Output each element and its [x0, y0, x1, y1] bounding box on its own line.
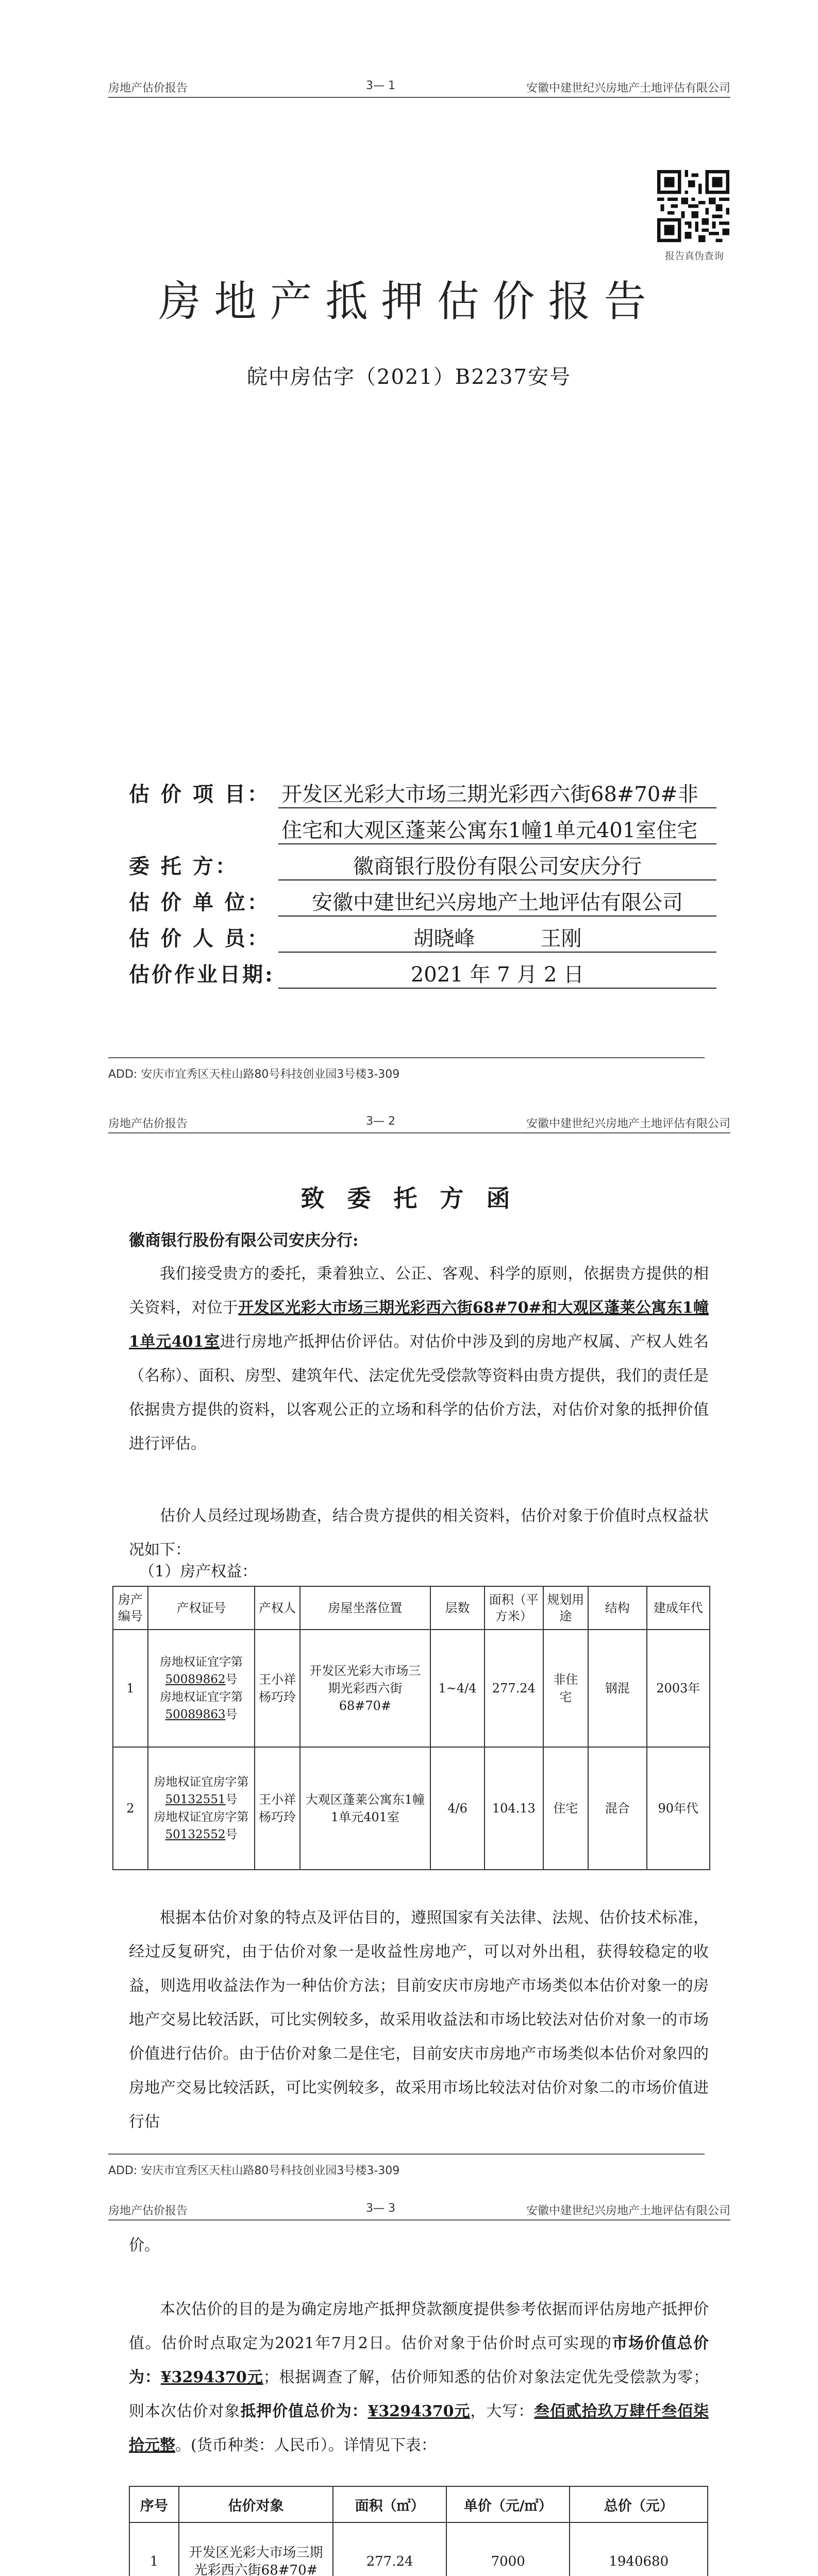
value-table [129, 2486, 708, 2576]
page-header [108, 2200, 730, 2221]
cell-cert [148, 1747, 255, 1870]
project-value-line2: 住宅和大观区蓬莱公寓东1幢1单元401室住宅 [278, 814, 716, 844]
cell-structure: 钢混 [588, 1630, 647, 1747]
cell-area: 277.24 [485, 1630, 543, 1747]
cert-suffix: 号 [225, 1708, 238, 1721]
cell-usage: 非住宅 [543, 1630, 588, 1747]
letter-paragraph-1 [129, 1257, 709, 1461]
header-left: 房地产估价报告 [108, 82, 188, 95]
cell-no: 1 [113, 1630, 148, 1747]
header-cell: 总价（元） [570, 2486, 708, 2522]
persons-value: 胡晓峰 王刚 [278, 922, 716, 953]
header-right: 安徽中建世纪兴房地产土地评估有限公司 [526, 2205, 730, 2217]
p5-market-value-label: 市场价值总价为： [129, 2334, 709, 2386]
cert-suffix: 号 [225, 1828, 238, 1841]
header-cell: 单价（元/㎡） [446, 2486, 570, 2522]
rights-table-header [113, 1586, 710, 1630]
cert-number: 50132551 [165, 1793, 226, 1806]
header-cell: 层数 [430, 1586, 485, 1630]
cert-prefix: 房地权证宜字第 [160, 1655, 243, 1669]
letter-paragraph-2: 估价人员经过现场勘查，结合贵方提供的相关资料，估价对象于价值时点权益状况如下： [129, 1507, 709, 1559]
letter-paragraph-4: 价。 [129, 2236, 160, 2255]
header-page-number: 3— 3 [366, 2202, 395, 2215]
p5-amount-in-words: 叁佰贰拾玖万肆仟叁佰柒拾元整 [129, 2402, 709, 2454]
footer-address: ADD: 安庆市宜秀区天柱山路80号科技创业园3号楼3-309 [108, 2164, 400, 2177]
cell-location: 大观区蓬莱公寓东1幢1单元401室 [300, 1747, 430, 1870]
header-cell: 序号 [129, 2486, 179, 2522]
header-left: 房地产估价报告 [108, 2205, 188, 2217]
cell-owner: 王小祥 杨巧玲 [255, 1747, 299, 1870]
project-row-2 [129, 814, 716, 850]
p1-text-a: 我们接受贵方的委托，秉着独立、公正、客观、科学的原则，依据贵方提供的相关资料，对位于 [129, 1265, 709, 1317]
header-cell: 产权人 [255, 1586, 299, 1630]
header-cell: 估价对象 [179, 2486, 333, 2522]
p5-text-b: ；根据调查了解，估价师知悉的估价对象法定优先受偿款为零；则本次估价对象 [129, 2368, 709, 2420]
p5-mortgage-value-amount: ¥3294370元 [368, 2402, 471, 2420]
cell-year: 2003年 [647, 1630, 710, 1747]
table-row [113, 1747, 710, 1870]
cert-number: 50089862 [165, 1673, 226, 1686]
cell-owner: 王小祥 杨巧玲 [255, 1630, 299, 1747]
rights-table [112, 1586, 710, 1870]
cover-info [129, 778, 716, 994]
cell-cert [148, 1630, 255, 1747]
header-cell: 房产编号 [113, 1586, 148, 1630]
cell-total: 1940680 [570, 2522, 708, 2576]
persons-row [129, 922, 716, 958]
letter-page-continued [0, 2179, 818, 2576]
page-header [108, 1113, 730, 1133]
qr-label: 报告真伪查询 [664, 250, 724, 262]
p5-text-a: 本次估价的目的是为确定房地产抵押贷款额度提供参考依据而评估房地产抵押价值。估价时点取定为2021年7月2日。估价对象于估价时点可实现的 [129, 2300, 709, 2352]
cell-location: 开发区光彩大市场三期光彩西六街68#70# [300, 1630, 430, 1747]
project-row [129, 778, 716, 814]
cell-year: 90年代 [647, 1747, 710, 1870]
rights-table-label: （1）房产权益： [139, 1563, 258, 1581]
report-title: 房地产抵押估价报告 [158, 277, 660, 326]
p1-text-b: 进行房地产抵押估价评估。对估价中涉及到的房地产权属、产权人姓名（名称）、面积、房型、建筑年代、法定优先受偿款等资料由贵方提供，我们的责任是依据贵方提供的资料，以客观公正的立场和科学的估价方法，对估价对象的抵押价值进行评估。 [129, 1333, 709, 1453]
cell-structure: 混合 [588, 1747, 647, 1870]
letter-paragraph-5 [129, 2293, 709, 2463]
header-left: 房地产估价报告 [108, 1117, 188, 1130]
appraiser-value: 安徽中建世纪兴房地产土地评估有限公司 [278, 886, 716, 917]
client-label: 委 托 方： [129, 854, 238, 878]
header-cell: 结构 [588, 1586, 647, 1630]
cell-floor: 4/6 [430, 1747, 485, 1870]
page-footer [108, 1057, 705, 1081]
table-row [129, 2522, 708, 2576]
letter-heading: 致 委 托 方 函 [301, 1184, 517, 1212]
qr-code-icon[interactable] [657, 170, 729, 242]
appraiser-label: 估 价 单 位： [129, 890, 270, 914]
header-cell: 面积（平方米） [485, 1586, 543, 1630]
header-cell: 面积（㎡） [333, 2486, 446, 2522]
header-page-number: 3— 1 [366, 79, 395, 92]
project-value-line1: 开发区光彩大市场三期光彩西六街68#70#非 [278, 778, 716, 808]
header-right: 安徽中建世纪兴房地产土地评估有限公司 [526, 1117, 730, 1130]
table-row [113, 1630, 710, 1747]
cover-page [0, 0, 818, 1092]
persons-label: 估 价 人 员： [129, 926, 270, 951]
p1-property-underlined: 开发区光彩大市场三期光彩西六街68#70#和大观区蓬莱公寓东1幢1单元401室 [129, 1299, 709, 1351]
cert-suffix: 号 [225, 1673, 238, 1686]
cert-suffix: 号 [225, 1793, 238, 1806]
p5-text-c: ，大写： [470, 2402, 534, 2420]
cell-no: 1 [129, 2522, 179, 2576]
appraiser-row [129, 886, 716, 922]
page-footer [108, 2154, 705, 2178]
date-row [129, 958, 716, 994]
cell-usage: 住宅 [543, 1747, 588, 1870]
cell-area: 104.13 [485, 1747, 543, 1870]
letter-paragraph-3: 根据本估价对象的特点及评估目的，遵照国家有关法律、法规、估价技术标准，经过反复研究，由于估价对象一是收益性房地产，可以对外出租，获得较稳定的收益，则选用收益法作为一种估价方法；目前安庆市房地产市场类似本估价对象一的房地产交易比较活跃，可比实例较多，故采用收益法和市场比较法对估价对象一的市场价值进行估价。由于估价对象二是住宅，目前安庆市房地产市场类似本估价对象四的房地产交易比较活跃，可比实例较多，故采用市场比较法对估价对象二的市场价值进行估 [129, 1909, 709, 2131]
header-cell: 房屋坐落位置 [300, 1586, 430, 1630]
header-cell: 产权证号 [148, 1586, 255, 1630]
header-page-number: 3— 2 [366, 1115, 395, 1128]
cert-prefix: 房地权证宜字第 [160, 1690, 243, 1704]
p5-text-d: 。(货币种类：人民币）。详情见下表： [175, 2436, 437, 2454]
cert-number: 50089863 [165, 1708, 226, 1721]
cert-prefix: 房地权证宜房字第 [154, 1775, 249, 1789]
footer-address: ADD: 安庆市宜秀区天柱山路80号科技创业园3号楼3-309 [108, 1068, 400, 1081]
cell-object: 开发区光彩大市场三期光彩西六街68#70# [179, 2522, 333, 2576]
cell-price: 7000 [446, 2522, 570, 2576]
date-label: 估价作业日期: [129, 962, 275, 987]
client-row [129, 850, 716, 886]
cell-no: 2 [113, 1747, 148, 1870]
page-header [108, 77, 730, 98]
cert-prefix: 房地权证宜房字第 [154, 1810, 249, 1824]
header-cell: 规划用途 [543, 1586, 588, 1630]
value-table-header [129, 2486, 708, 2522]
cert-number: 50132552 [165, 1828, 226, 1841]
p5-market-value-amount: ¥3294370元 [160, 2368, 263, 2386]
letter-addressee: 徽商银行股份有限公司安庆分行: [129, 1231, 359, 1250]
client-value: 徽商银行股份有限公司安庆分行 [278, 850, 716, 880]
header-cell: 建成年代 [647, 1586, 710, 1630]
cell-floor: 1~4/4 [430, 1630, 485, 1747]
date-value: 2021 年 7 月 2 日 [278, 958, 716, 989]
header-right: 安徽中建世纪兴房地产土地评估有限公司 [526, 82, 730, 95]
p5-mortgage-value-label: 抵押价值总价为： [240, 2402, 368, 2420]
document-number: 皖中房估字（2021）B2237安号 [247, 365, 571, 389]
letter-page [0, 1092, 818, 2179]
project-label: 估 价 项 目： [129, 782, 270, 806]
cell-area: 277.24 [333, 2522, 446, 2576]
